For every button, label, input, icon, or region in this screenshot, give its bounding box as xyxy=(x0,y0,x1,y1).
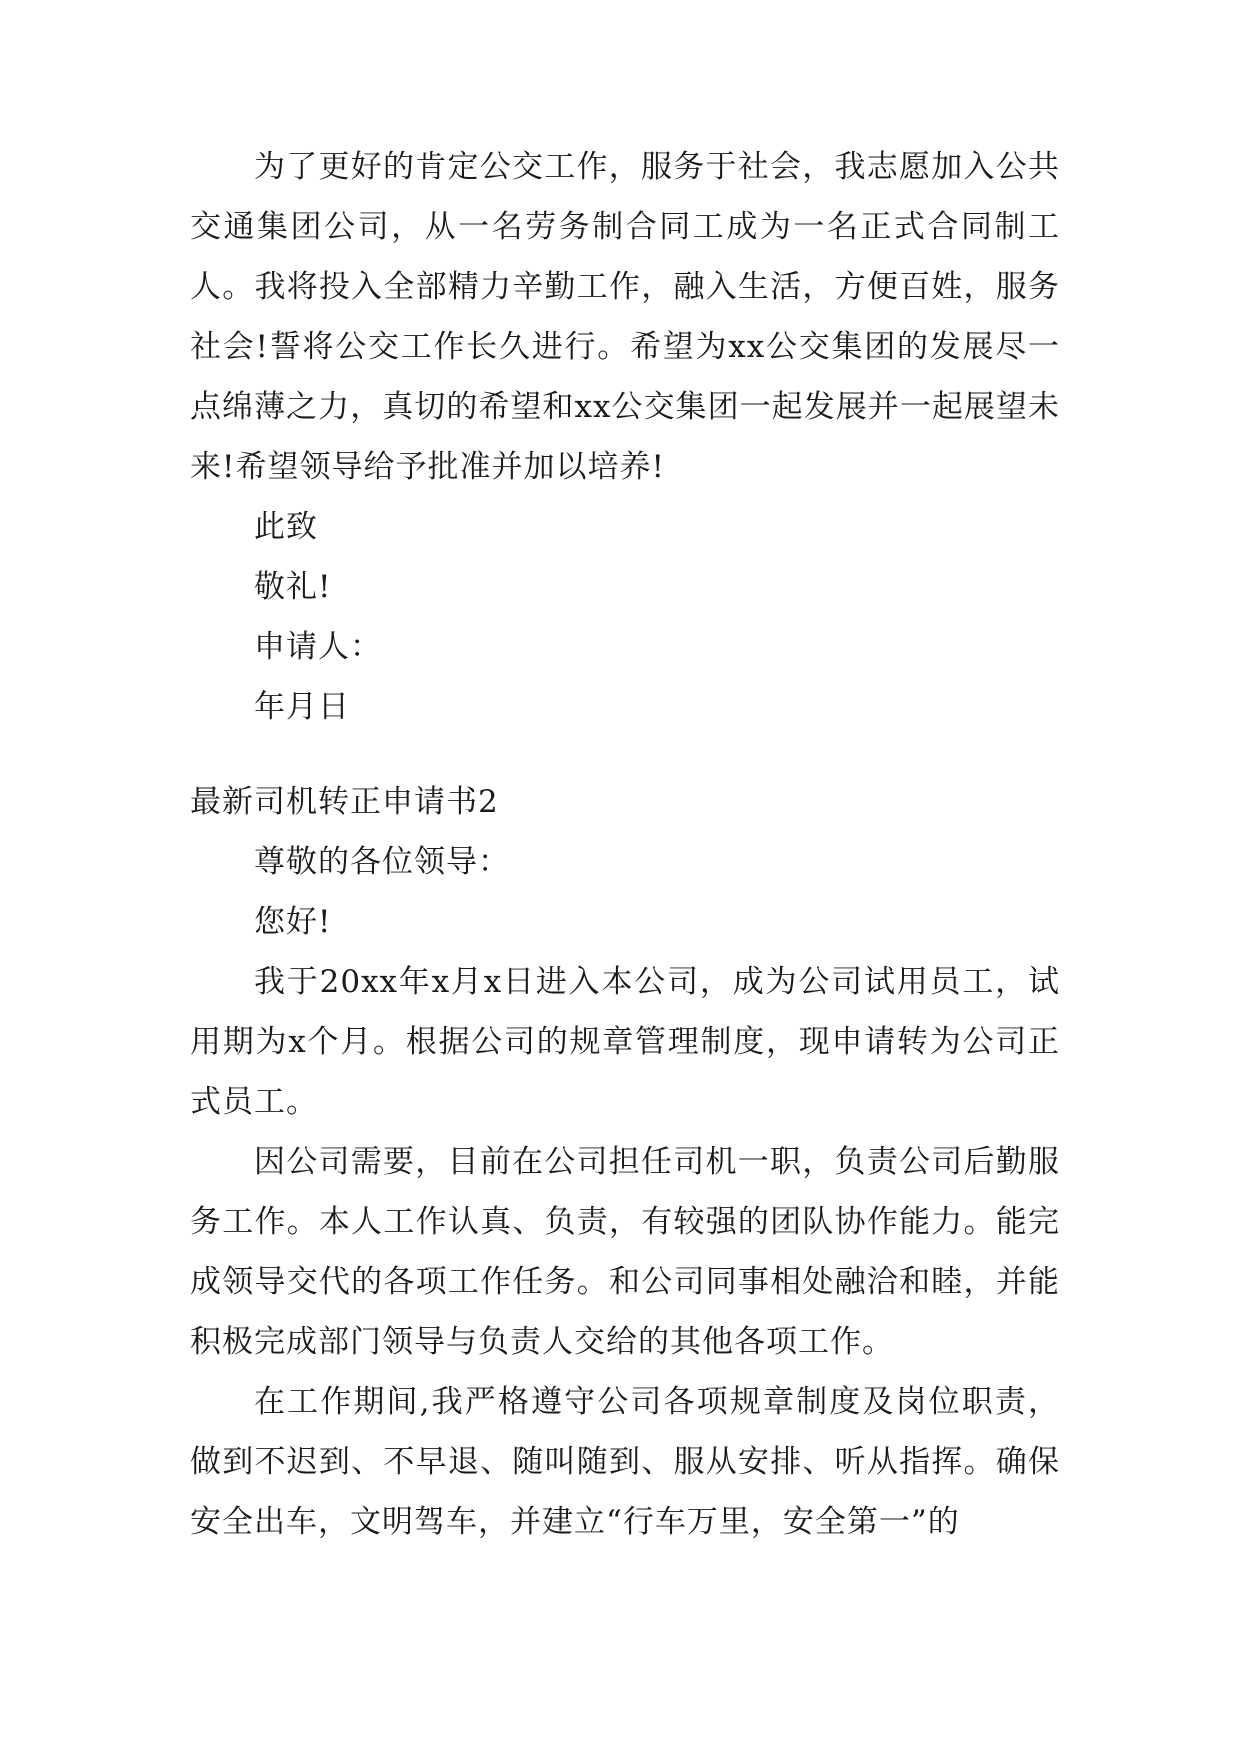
section-2 xyxy=(190,772,1060,1552)
section-title: 最新司机转正申请书2 xyxy=(190,784,499,820)
applicant-line: 申请人： xyxy=(254,629,382,665)
body-paragraph: 我于20xx年x月x日进入本公司，成为公司试用员工，试用期为x个月。根据公司的规章管理制度，现申请转为公司正式员工。 xyxy=(190,964,1060,1120)
closing-salute: 敬礼! xyxy=(254,569,332,605)
salutation-line: 尊敬的各位领导： xyxy=(254,844,510,880)
closing-line: 此致 xyxy=(254,509,318,545)
body-paragraph: 在工作期间,我严格遵守公司各项规章制度及岗位职责，做到不迟到、不早退、随叫随到、服从安排、听从指挥。确保安全出车，文明驾车，并建立“行车万里，安全第一”的 xyxy=(190,1384,1060,1540)
date-line: 年月日 xyxy=(254,689,350,725)
section-1 xyxy=(190,137,1060,737)
greeting-line: 您好! xyxy=(254,904,332,940)
body-paragraph: 因公司需要，目前在公司担任司机一职，负责公司后勤服务工作。本人工作认真、负责，有较强的团队协作能力。能完成领导交代的各项工作任务。和公司同事相处融洽和睦，并能积极完成部门领导与负责人交给的其他各项工作。 xyxy=(190,1144,1060,1360)
body-paragraph: 为了更好的肯定公交工作，服务于社会，我志愿加入公共交通集团公司，从一名劳务制合同工成为一名正式合同制工人。我将投入全部精力辛勤工作，融入生活，方便百姓，服务社会!誓将公交工作长久进行。希望为xx公交集团的发展尽一点绵薄之力，真切的希望和xx公交集团一起发展并一起展望未来!希望领导给予批准并加以培养! xyxy=(190,149,1060,485)
